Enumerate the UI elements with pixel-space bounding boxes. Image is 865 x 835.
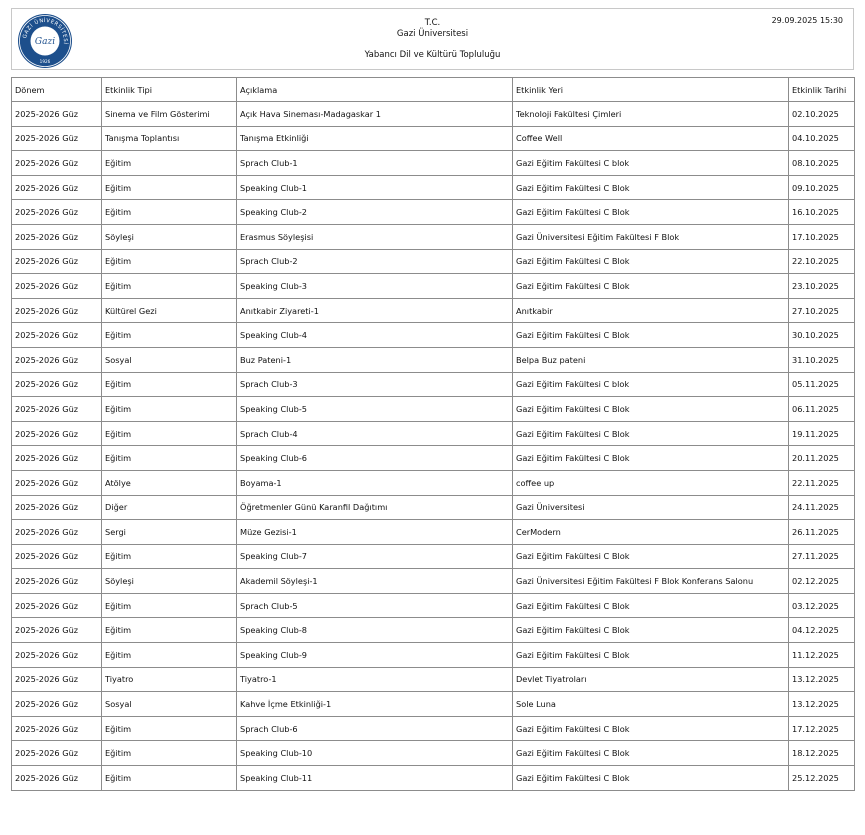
table-row — [12, 323, 855, 348]
cell-aciklama: Speaking Club-6 — [237, 446, 513, 471]
cell-etkinlik-yeri: Gazi Eğitim Fakültesi C Blok — [513, 716, 789, 741]
table-row — [12, 397, 855, 422]
cell-aciklama: Erasmus Söyleşisi — [237, 224, 513, 249]
cell-etkinlik-yeri: Gazi Eğitim Fakültesi C Blok — [513, 200, 789, 225]
header-club-name: Yabancı Dil ve Kültürü Topluluğu — [364, 50, 501, 60]
cell-etkinlik-tarihi: 13.12.2025 — [789, 667, 855, 692]
cell-etkinlik-yeri: Gazi Eğitim Fakültesi C Blok — [513, 593, 789, 618]
cell-etkinlik-tipi: Söyleşi — [102, 224, 237, 249]
cell-etkinlik-tarihi: 04.12.2025 — [789, 618, 855, 643]
cell-etkinlik-tarihi: 02.10.2025 — [789, 102, 855, 127]
cell-donem: 2025-2026 Güz — [12, 224, 102, 249]
cell-etkinlik-yeri: Gazi Eğitim Fakültesi C blok — [513, 151, 789, 176]
table-row — [12, 593, 855, 618]
cell-etkinlik-tipi: Eğitim — [102, 766, 237, 791]
cell-etkinlik-tarihi: 06.11.2025 — [789, 397, 855, 422]
table-row — [12, 298, 855, 323]
cell-etkinlik-yeri: Gazi Eğitim Fakültesi C Blok — [513, 446, 789, 471]
cell-donem: 2025-2026 Güz — [12, 446, 102, 471]
cell-etkinlik-tarihi: 16.10.2025 — [789, 200, 855, 225]
table-row — [12, 446, 855, 471]
table-row — [12, 151, 855, 176]
table-row — [12, 643, 855, 668]
cell-donem: 2025-2026 Güz — [12, 298, 102, 323]
cell-etkinlik-tipi: Kültürel Gezi — [102, 298, 237, 323]
cell-donem: 2025-2026 Güz — [12, 372, 102, 397]
cell-etkinlik-tarihi: 26.11.2025 — [789, 520, 855, 545]
cell-aciklama: Speaking Club-8 — [237, 618, 513, 643]
cell-aciklama: Sprach Club-3 — [237, 372, 513, 397]
cell-donem: 2025-2026 Güz — [12, 274, 102, 299]
cell-etkinlik-yeri: Devlet Tiyatroları — [513, 667, 789, 692]
cell-etkinlik-yeri: Gazi Eğitim Fakültesi C Blok — [513, 274, 789, 299]
events-table — [11, 77, 855, 791]
cell-etkinlik-tipi: Eğitim — [102, 446, 237, 471]
column-header-aciklama: Açıklama — [237, 78, 513, 102]
events-table-body — [12, 102, 855, 791]
cell-donem: 2025-2026 Güz — [12, 667, 102, 692]
cell-donem: 2025-2026 Güz — [12, 421, 102, 446]
cell-aciklama: Buz Pateni-1 — [237, 347, 513, 372]
table-row — [12, 175, 855, 200]
table-row — [12, 692, 855, 717]
cell-donem: 2025-2026 Güz — [12, 766, 102, 791]
cell-aciklama: Anıtkabir Ziyareti-1 — [237, 298, 513, 323]
table-row — [12, 716, 855, 741]
cell-aciklama: Speaking Club-4 — [237, 323, 513, 348]
cell-etkinlik-tarihi: 19.11.2025 — [789, 421, 855, 446]
cell-etkinlik-yeri: Belpa Buz pateni — [513, 347, 789, 372]
cell-aciklama: Tiyatro-1 — [237, 667, 513, 692]
report-timestamp: 29.09.2025 15:30 — [771, 16, 843, 25]
cell-etkinlik-yeri: Gazi Eğitim Fakültesi C Blok — [513, 397, 789, 422]
cell-donem: 2025-2026 Güz — [12, 618, 102, 643]
table-row — [12, 421, 855, 446]
cell-etkinlik-tipi: Eğitim — [102, 200, 237, 225]
cell-aciklama: Sprach Club-6 — [237, 716, 513, 741]
cell-aciklama: Sprach Club-2 — [237, 249, 513, 274]
cell-aciklama: Sprach Club-1 — [237, 151, 513, 176]
cell-etkinlik-tipi: Sosyal — [102, 692, 237, 717]
cell-etkinlik-tipi: Eğitim — [102, 618, 237, 643]
cell-etkinlik-yeri: Sole Luna — [513, 692, 789, 717]
table-row — [12, 741, 855, 766]
cell-donem: 2025-2026 Güz — [12, 593, 102, 618]
table-row — [12, 618, 855, 643]
cell-donem: 2025-2026 Güz — [12, 716, 102, 741]
cell-etkinlik-yeri: CerModern — [513, 520, 789, 545]
table-row — [12, 126, 855, 151]
cell-etkinlik-tarihi: 17.12.2025 — [789, 716, 855, 741]
cell-etkinlik-tarihi: 04.10.2025 — [789, 126, 855, 151]
cell-etkinlik-yeri: Gazi Üniversitesi Eğitim Fakültesi F Blok Konferans Salonu — [513, 569, 789, 594]
table-row — [12, 274, 855, 299]
cell-aciklama: Speaking Club-11 — [237, 766, 513, 791]
cell-etkinlik-tarihi: 05.11.2025 — [789, 372, 855, 397]
cell-etkinlik-tarihi: 03.12.2025 — [789, 593, 855, 618]
cell-aciklama: Speaking Club-9 — [237, 643, 513, 668]
table-row — [12, 569, 855, 594]
logo-script: Gazi — [34, 37, 56, 47]
cell-etkinlik-tipi: Eğitim — [102, 643, 237, 668]
cell-etkinlik-tarihi: 02.12.2025 — [789, 569, 855, 594]
cell-etkinlik-yeri: Gazi Eğitim Fakültesi C Blok — [513, 643, 789, 668]
table-row — [12, 766, 855, 791]
cell-etkinlik-tarihi: 18.12.2025 — [789, 741, 855, 766]
cell-etkinlik-tarihi: 08.10.2025 — [789, 151, 855, 176]
cell-donem: 2025-2026 Güz — [12, 102, 102, 127]
header-line-tc: T.C. — [424, 18, 441, 28]
cell-etkinlik-tipi: Eğitim — [102, 175, 237, 200]
table-row — [12, 224, 855, 249]
column-header-etkinlik-tipi: Etkinlik Tipi — [102, 78, 237, 102]
column-header-donem: Dönem — [12, 78, 102, 102]
cell-etkinlik-yeri: Gazi Eğitim Fakültesi C Blok — [513, 766, 789, 791]
table-row — [12, 544, 855, 569]
column-header-etkinlik-tarihi: Etkinlik Tarihi — [789, 78, 855, 102]
cell-aciklama: Speaking Club-5 — [237, 397, 513, 422]
cell-etkinlik-tarihi: 09.10.2025 — [789, 175, 855, 200]
cell-etkinlik-tarihi: 27.11.2025 — [789, 544, 855, 569]
cell-etkinlik-tipi: Eğitim — [102, 593, 237, 618]
cell-etkinlik-yeri: Gazi Üniversitesi — [513, 495, 789, 520]
logo-year: 1926 — [39, 59, 51, 64]
cell-etkinlik-tarihi: 23.10.2025 — [789, 274, 855, 299]
cell-etkinlik-tarihi: 22.11.2025 — [789, 470, 855, 495]
cell-etkinlik-yeri: Coffee Well — [513, 126, 789, 151]
cell-etkinlik-tipi: Söyleşi — [102, 569, 237, 594]
cell-etkinlik-yeri: coffee up — [513, 470, 789, 495]
cell-etkinlik-tipi: Diğer — [102, 495, 237, 520]
cell-donem: 2025-2026 Güz — [12, 569, 102, 594]
table-row — [12, 470, 855, 495]
table-row — [12, 667, 855, 692]
cell-aciklama: Speaking Club-2 — [237, 200, 513, 225]
table-row — [12, 495, 855, 520]
cell-aciklama: Açık Hava Sineması-Madagaskar 1 — [237, 102, 513, 127]
cell-donem: 2025-2026 Güz — [12, 323, 102, 348]
cell-donem: 2025-2026 Güz — [12, 741, 102, 766]
table-row — [12, 102, 855, 127]
cell-etkinlik-yeri: Gazi Eğitim Fakültesi C Blok — [513, 249, 789, 274]
cell-donem: 2025-2026 Güz — [12, 200, 102, 225]
cell-etkinlik-tipi: Eğitim — [102, 249, 237, 274]
cell-donem: 2025-2026 Güz — [12, 249, 102, 274]
cell-donem: 2025-2026 Güz — [12, 692, 102, 717]
table-row — [12, 520, 855, 545]
cell-etkinlik-tipi: Eğitim — [102, 741, 237, 766]
cell-etkinlik-tipi: Eğitim — [102, 151, 237, 176]
cell-aciklama: Speaking Club-7 — [237, 544, 513, 569]
cell-etkinlik-tipi: Tiyatro — [102, 667, 237, 692]
cell-etkinlik-tipi: Sergi — [102, 520, 237, 545]
cell-donem: 2025-2026 Güz — [12, 520, 102, 545]
cell-etkinlik-yeri: Gazi Eğitim Fakültesi C Blok — [513, 323, 789, 348]
cell-etkinlik-yeri: Gazi Eğitim Fakültesi C Blok — [513, 421, 789, 446]
cell-etkinlik-yeri: Gazi Eğitim Fakültesi C blok — [513, 372, 789, 397]
cell-aciklama: Speaking Club-1 — [237, 175, 513, 200]
cell-donem: 2025-2026 Güz — [12, 544, 102, 569]
cell-aciklama: Speaking Club-10 — [237, 741, 513, 766]
cell-etkinlik-tarihi: 20.11.2025 — [789, 446, 855, 471]
header-title-block — [12, 18, 853, 61]
cell-etkinlik-tarihi: 27.10.2025 — [789, 298, 855, 323]
cell-etkinlik-tipi: Atölye — [102, 470, 237, 495]
cell-etkinlik-tarihi: 24.11.2025 — [789, 495, 855, 520]
cell-etkinlik-tipi: Eğitim — [102, 716, 237, 741]
cell-donem: 2025-2026 Güz — [12, 175, 102, 200]
table-row — [12, 200, 855, 225]
table-row — [12, 372, 855, 397]
cell-aciklama: Öğretmenler Günü Karanfil Dağıtımı — [237, 495, 513, 520]
cell-etkinlik-tarihi: 22.10.2025 — [789, 249, 855, 274]
cell-donem: 2025-2026 Güz — [12, 151, 102, 176]
cell-aciklama: Sprach Club-5 — [237, 593, 513, 618]
cell-aciklama: Tanışma Etkinliği — [237, 126, 513, 151]
cell-etkinlik-tipi: Tanışma Toplantısı — [102, 126, 237, 151]
cell-etkinlik-yeri: Gazi Eğitim Fakültesi C Blok — [513, 175, 789, 200]
cell-etkinlik-tipi: Sinema ve Film Gösterimi — [102, 102, 237, 127]
column-header-etkinlik-yeri: Etkinlik Yeri — [513, 78, 789, 102]
cell-donem: 2025-2026 Güz — [12, 470, 102, 495]
report-header — [11, 8, 854, 70]
cell-donem: 2025-2026 Güz — [12, 643, 102, 668]
logo-ring-text: GAZİ ÜNİVERSİTESİ — [22, 17, 69, 45]
cell-etkinlik-yeri: Anıtkabir — [513, 298, 789, 323]
cell-etkinlik-tipi: Eğitim — [102, 544, 237, 569]
cell-aciklama: Boyama-1 — [237, 470, 513, 495]
cell-etkinlik-tipi: Sosyal — [102, 347, 237, 372]
cell-etkinlik-tarihi: 17.10.2025 — [789, 224, 855, 249]
cell-etkinlik-yeri: Teknoloji Fakültesi Çimleri — [513, 102, 789, 127]
cell-etkinlik-yeri: Gazi Eğitim Fakültesi C Blok — [513, 544, 789, 569]
cell-etkinlik-tipi: Eğitim — [102, 274, 237, 299]
cell-etkinlik-tarihi: 11.12.2025 — [789, 643, 855, 668]
cell-donem: 2025-2026 Güz — [12, 126, 102, 151]
cell-etkinlik-yeri: Gazi Eğitim Fakültesi C Blok — [513, 741, 789, 766]
cell-donem: 2025-2026 Güz — [12, 495, 102, 520]
cell-etkinlik-yeri: Gazi Üniversitesi Eğitim Fakültesi F Blok — [513, 224, 789, 249]
header-university-name: Gazi Üniversitesi — [396, 28, 469, 39]
table-row — [12, 347, 855, 372]
cell-donem: 2025-2026 Güz — [12, 397, 102, 422]
cell-aciklama: Kahve İçme Etkinliği-1 — [237, 692, 513, 717]
cell-etkinlik-tipi: Eğitim — [102, 372, 237, 397]
cell-etkinlik-tipi: Eğitim — [102, 421, 237, 446]
cell-etkinlik-tarihi: 25.12.2025 — [789, 766, 855, 791]
cell-etkinlik-tarihi: 13.12.2025 — [789, 692, 855, 717]
cell-etkinlik-tipi: Eğitim — [102, 323, 237, 348]
cell-aciklama: Akademil Söyleşi-1 — [237, 569, 513, 594]
cell-aciklama: Sprach Club-4 — [237, 421, 513, 446]
cell-etkinlik-tarihi: 31.10.2025 — [789, 347, 855, 372]
cell-aciklama: Müze Gezisi-1 — [237, 520, 513, 545]
cell-etkinlik-tipi: Eğitim — [102, 397, 237, 422]
cell-donem: 2025-2026 Güz — [12, 347, 102, 372]
cell-aciklama: Speaking Club-3 — [237, 274, 513, 299]
cell-etkinlik-yeri: Gazi Eğitim Fakültesi C Blok — [513, 618, 789, 643]
cell-etkinlik-tarihi: 30.10.2025 — [789, 323, 855, 348]
table-row — [12, 249, 855, 274]
table-header-row — [12, 78, 855, 102]
